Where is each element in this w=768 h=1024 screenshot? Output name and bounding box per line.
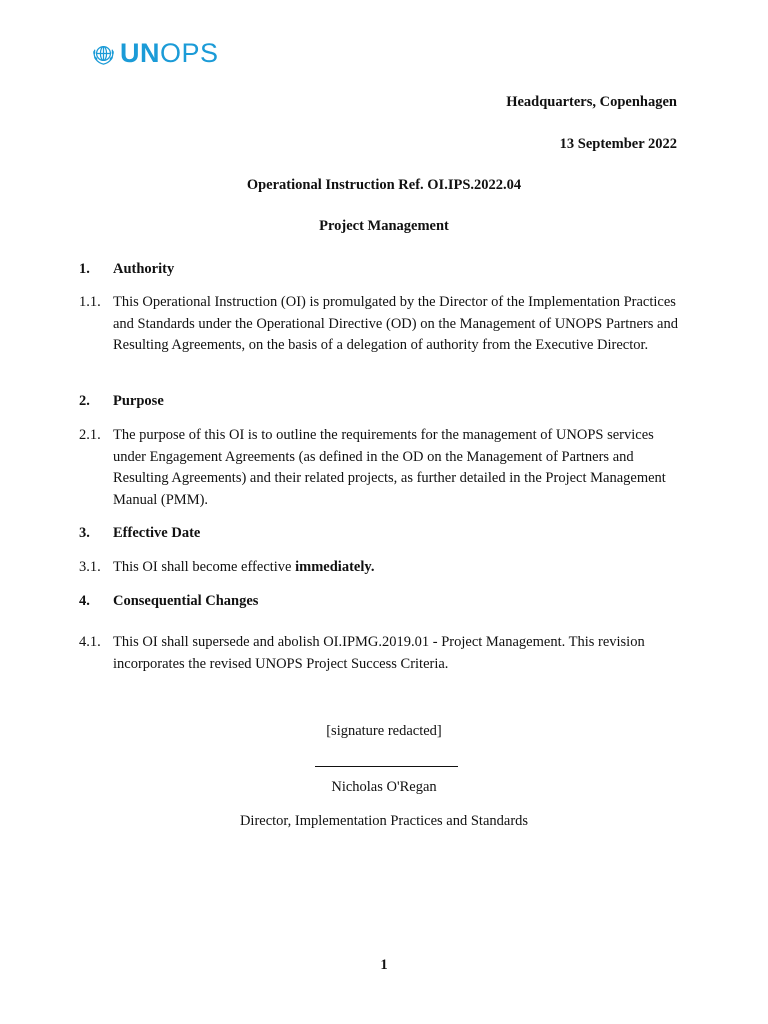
section-heading-purpose: 2. Purpose <box>79 393 164 409</box>
section-heading-authority: 1. Authority <box>79 261 175 277</box>
logo-wordmark: UNOPS <box>120 38 219 68</box>
un-emblem-icon <box>91 41 116 66</box>
signature-line <box>315 766 458 767</box>
page-number: 1 <box>380 957 388 973</box>
document-date: 13 September 2022 <box>559 136 677 152</box>
paragraph-2-1: 2.1. The purpose of this OI is to outline the requirements for the management of UNOPS services under Engagement Agreements (as defined in the OD on the Management of Partners and Resulting Agreements) and their related projects, as further detailed in the Project Management Manual (PMM). <box>79 427 666 508</box>
paragraph-3-1: 3.1. This OI shall become effective immediately. <box>79 559 375 575</box>
paragraph-3-1-text: This OI shall become effective <box>113 559 296 575</box>
paragraph-1-1: 1.1. This Operational Instruction (OI) is promulgated by the Director of the Implementation Practices and Standards under the Operational Directive (OD) on the Management of UNOPS Partners and Resulting Agreements, on the basis of a delegation of authority from the Executive Director. <box>79 294 678 353</box>
signatory-name: Nicholas O'Regan <box>331 779 437 795</box>
paragraph-3-1-emphasis: immediately. <box>295 559 375 575</box>
instruction-reference: Operational Instruction Ref. OI.IPS.2022.04 <box>246 177 522 193</box>
section-heading-consequential-changes: 4. Consequential Changes <box>79 593 259 609</box>
hq-location: Headquarters, Copenhagen <box>506 94 677 110</box>
document-title: Project Management <box>319 218 449 234</box>
signatory-title: Director, Implementation Practices and Standards <box>239 813 529 829</box>
section-heading-effective-date: 3. Effective Date <box>79 525 201 541</box>
paragraph-4-1: 4.1. This OI shall supersede and abolish OI.IPMG.2019.01 - Project Management. This revision incorporates the revised UNOPS Project Success Criteria. <box>79 634 645 672</box>
signature-redacted: [signature redacted] <box>326 723 442 739</box>
unops-logo <box>91 38 219 68</box>
